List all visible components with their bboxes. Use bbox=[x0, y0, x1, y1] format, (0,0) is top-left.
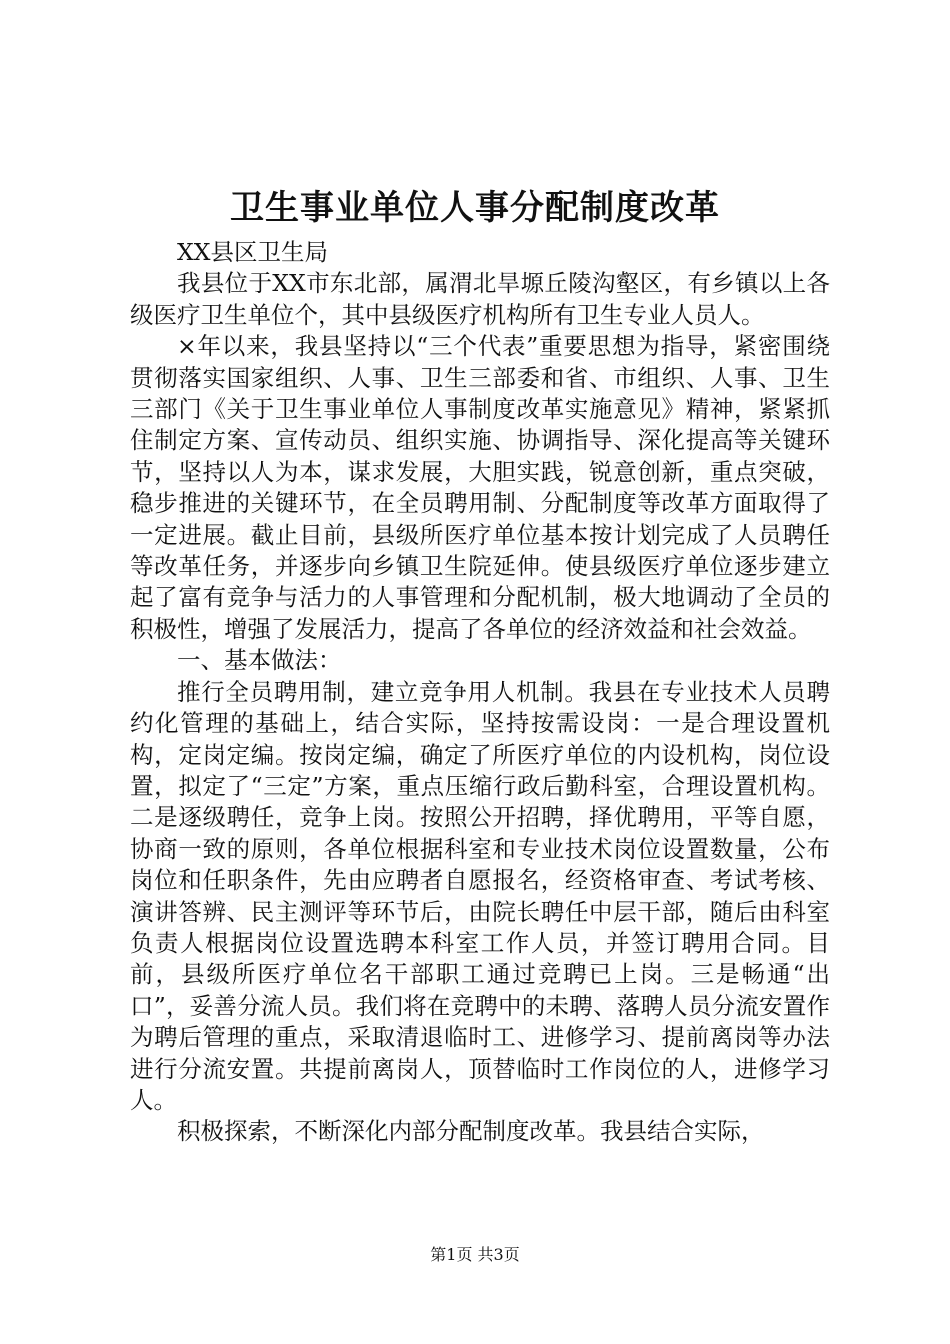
document-title: 卫生事业单位人事分配制度改革 bbox=[230, 188, 720, 228]
paragraph-intro: 我县位于XX市东北部，属渭北旱塬丘陵沟壑区，有乡镇以上各级医疗卫生单位个，其中县级医疗机构所有卫生专业人员人。 bbox=[130, 269, 830, 329]
page-footer: 第1页 共3页 bbox=[430, 1245, 520, 1264]
document-body bbox=[130, 237, 830, 1148]
author-line: XX县区卫生局 bbox=[177, 238, 328, 266]
paragraph-employment: 推行全员聘用制，建立竞争用人机制。我县在专业技术人员聘约化管理的基础上，结合实际，坚持按需设岗：一是合理设置机构，定岗定编。按岗定编，确定了所医疗单位的内设机构，岗位设置，拟定了“三定”方案，重点压缩行政后勤科室，合理设置机构。二是逐级聘任，竞争上岗。按照公开招聘，择优聘用，平等自愿，协商一致的原则，各单位根据科室和专业技术岗位设置数量，公布岗位和任职条件，先由应聘者自愿报名，经资格审查、考试考核、演讲答辨、民主测评等环节后，由院长聘任中层干部，随后由科室负责人根据岗位设置选聘本科室工作人员，并签订聘用合同。目前，县级所医疗单位名干部职工通过竞聘已上岗。三是畅通“出口”，妥善分流人员。我们将在竞聘中的未聘、落聘人员分流安置作为聘后管理的重点，采取清退临时工、进修学习、提前离岗等办法进行分流安置。共提前离岗人，顶替临时工作岗位的人，进修学习人。 bbox=[130, 677, 830, 1114]
paragraph-distribution: 积极探索，不断深化内部分配制度改革。我县结合实际， bbox=[177, 1117, 765, 1146]
paragraph-overview: ×年以来，我县坚持以“三个代表”重要思想为指导，紧密围绕贯彻落实国家组织、人事、卫生三部委和省、市组织、人事、卫生三部门《关于卫生事业单位人事制度改革实施意见》精神，紧紧抓住制定方案、宣传动员、组织实施、协调指导、深化提高等关键环节，坚持以人为本，谋求发展，大胆实践，锐意创新，重点突破，稳步推进的关键环节，在全员聘用制、分配制度等改革方面取得了一定进展。截止目前，县级所医疗单位基本按计划完成了人员聘任等改革任务，并逐步向乡镇卫生院延伸。使县级医疗单位逐步建立起了富有竞争与活力的人事管理和分配机制，极大地调动了全员的积极性，增强了发展活力，提高了各单位的经济效益和社会效益。 bbox=[130, 332, 830, 643]
section-heading: 一、基本做法： bbox=[177, 646, 342, 675]
